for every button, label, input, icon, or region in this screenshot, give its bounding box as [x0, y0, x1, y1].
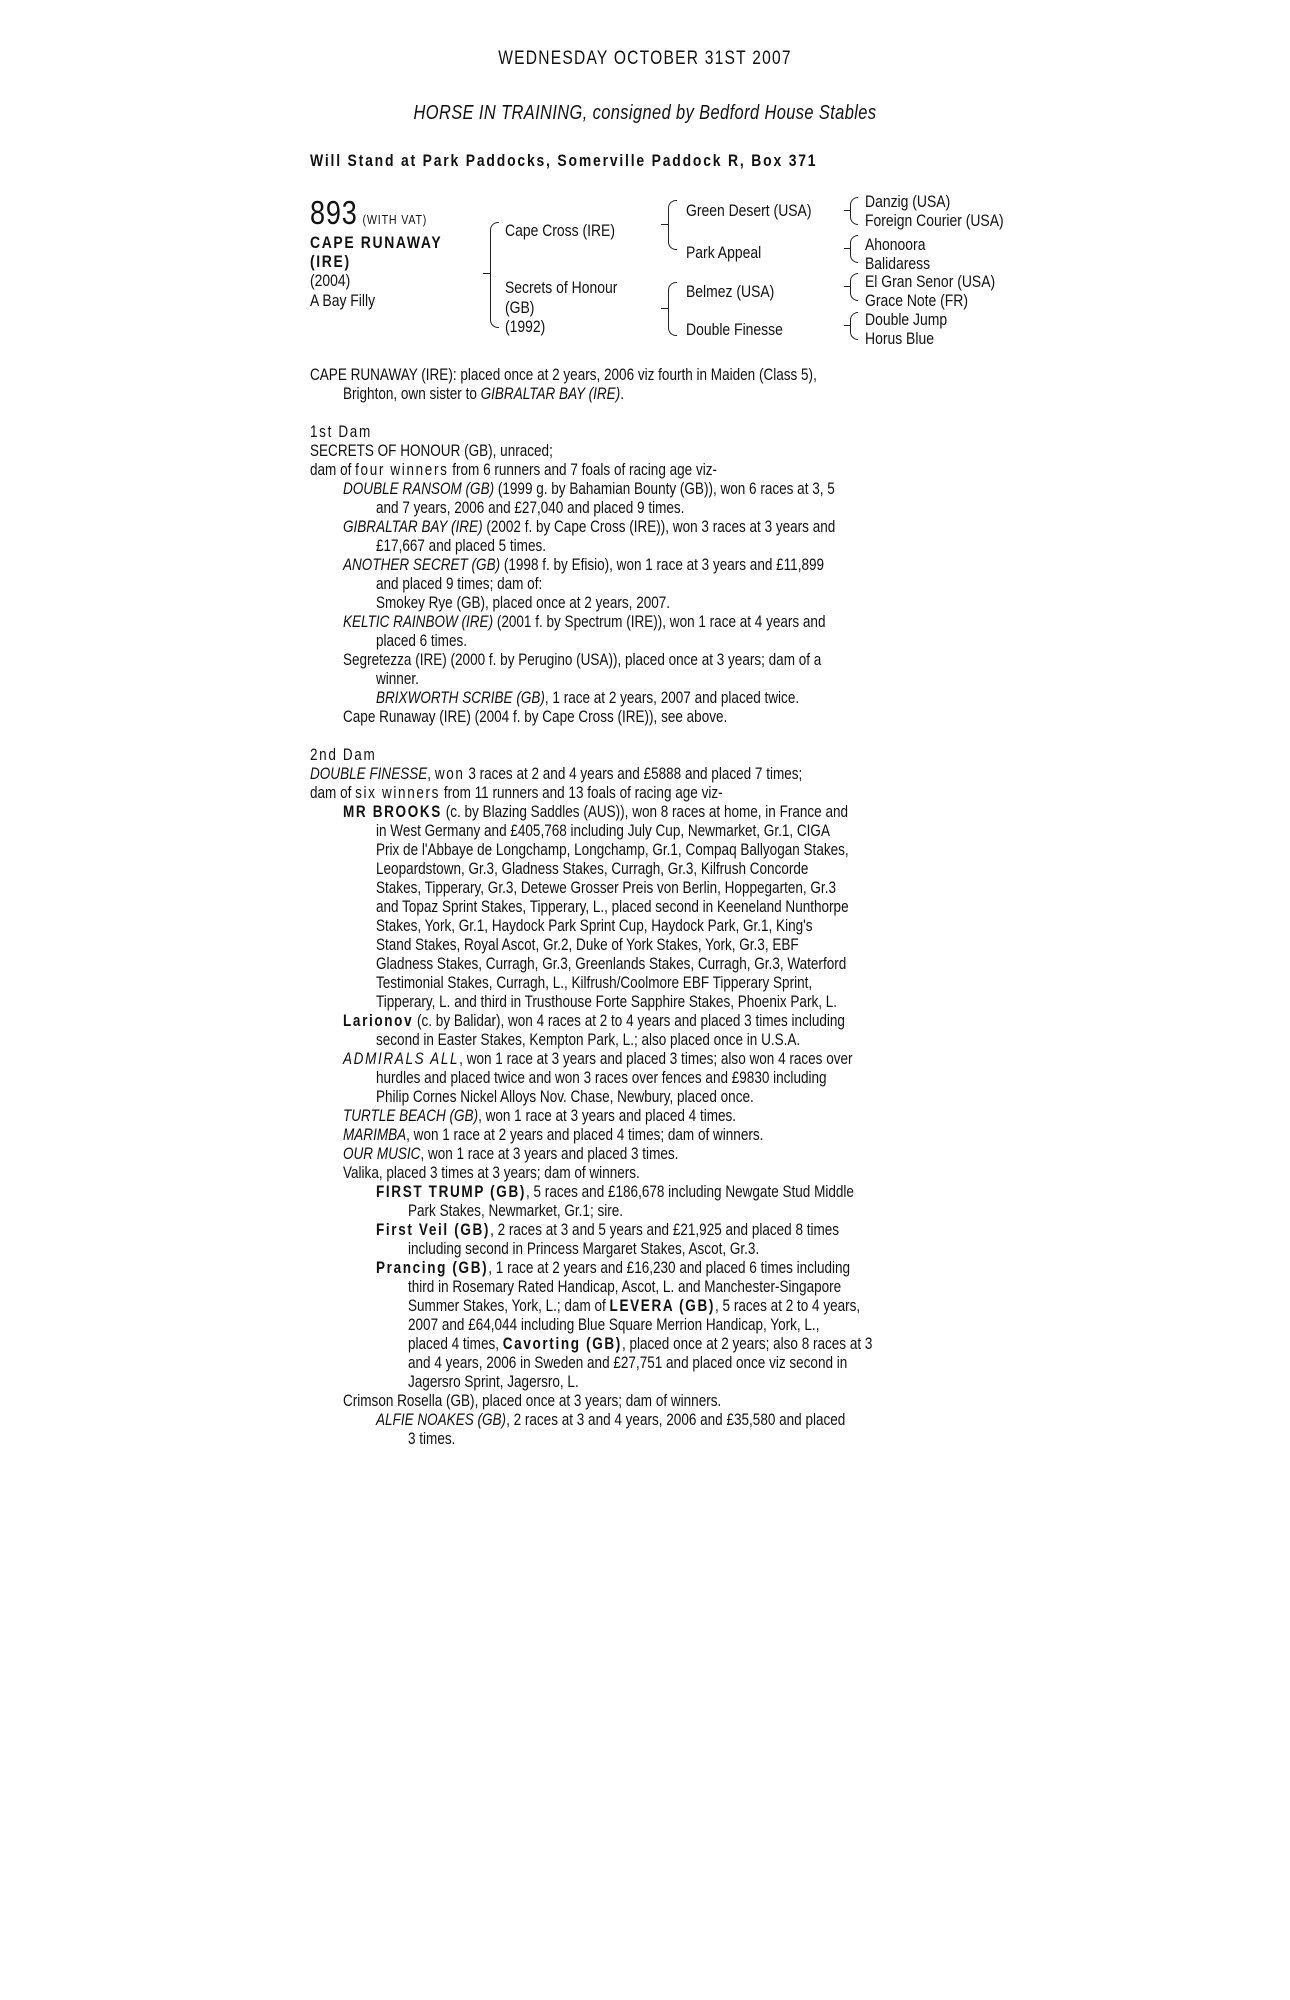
- lot-number: 893: [310, 194, 358, 231]
- produce-entry-cont: Stand Stakes, Royal Ascot, Gr.2, Duke of York Stakes, York, Gr.3, EBF: [376, 936, 799, 954]
- pedigree-brace-sire: [668, 200, 677, 250]
- produce-entry-cont: and 7 years, 2006 and £27,040 and placed 9 times.: [376, 499, 685, 517]
- produce-entry-cont: Gladness Stakes, Curragh, Gr.3, Greenlands Stakes, Curragh, Gr.3, Waterford: [376, 955, 847, 973]
- stand-location: Will Stand at Park Paddocks, Somerville Paddock R, Box 371: [310, 151, 818, 170]
- produce-entry-cont: Stakes, York, Gr.1, Haydock Park Sprint Cup, Haydock Park, Gr.1, King's: [376, 917, 813, 935]
- grandproduce-entry-cont: and 4 years, 2006 in Sweden and £27,751 and placed once viz second in: [408, 1354, 848, 1372]
- pedigree-brace-tick: [661, 308, 668, 309]
- produce-entry: ANOTHER SECRET (GB) (1998 f. by Efisio), won 1 race at 3 years and £11,899: [343, 556, 825, 574]
- produce-entry-cont: winner.: [376, 670, 419, 688]
- pedigree-g4: Balidaress: [865, 254, 931, 273]
- produce-entry-cont: and placed 9 times; dam of:: [376, 575, 543, 593]
- produce-entry: BRIXWORTH SCRIBE (GB), 1 race at 2 years, 2007 and placed twice.: [376, 689, 800, 707]
- produce-entry: TURTLE BEACH (GB), won 1 race at 3 years and placed 4 times.: [343, 1107, 737, 1125]
- pedigree-sire-dam: Park Appeal: [686, 243, 762, 262]
- second-dam-name: DOUBLE FINESSE, won 3 races at 2 and 4 years and £5888 and placed 7 times;: [310, 765, 803, 783]
- grandproduce-entry-cont: 2007 and £64,044 including Blue Square Merrion Handicap, York, L.,: [408, 1316, 820, 1334]
- produce-entry: Larionov (c. by Balidar), won 4 races at 2 to 4 years and placed 3 times including: [343, 1012, 845, 1030]
- pedigree-g5: El Gran Senor (USA): [865, 272, 996, 291]
- produce-entry-cont: Leopardstown, Gr.3, Gladness Stakes, Curragh, Gr.3, Kilfrush Concorde: [376, 860, 809, 878]
- pedigree-brace-tick: [483, 273, 490, 274]
- pedigree-brace-tick: [844, 248, 851, 249]
- grandproduce-entry: First Veil (GB), 2 races at 3 and 5 years and £21,925 and placed 8 times: [376, 1221, 840, 1239]
- pedigree-brace-g4: [850, 312, 858, 340]
- grandproduce-entry-cont: Summer Stakes, York, L.; dam of LEVERA (GB), 5 races at 2 to 4 years,: [408, 1297, 861, 1315]
- pedigree-sire-sire: Green Desert (USA): [686, 201, 812, 220]
- pedigree-sire: Cape Cross (IRE): [505, 221, 615, 240]
- horse-name: CAPE RUNAWAY: [310, 233, 443, 252]
- pedigree-brace-tick: [844, 210, 851, 211]
- produce-entry: GIBRALTAR BAY (IRE) (2002 f. by Cape Cross (IRE)), won 3 races at 3 years and: [343, 518, 836, 536]
- produce-entry: MARIMBA, won 1 race at 2 years and placed 4 times; dam of winners.: [343, 1126, 764, 1144]
- produce-entry: ADMIRALS ALL, won 1 race at 3 years and placed 3 times; also won 4 races over: [343, 1050, 853, 1068]
- grandproduce-entry: ALFIE NOAKES (GB), 2 races at 3 and 4 years, 2006 and £35,580 and placed: [376, 1411, 846, 1429]
- grandproduce-entry: FIRST TRUMP (GB), 5 races and £186,678 including Newgate Stud Middle: [376, 1183, 854, 1201]
- grandproduce-entry-cont: placed 4 times, Cavorting (GB), placed once at 2 years; also 8 races at 3: [408, 1335, 873, 1353]
- grandproduce-entry-cont: 3 times.: [408, 1430, 456, 1448]
- summary-line: Brighton, own sister to GIBRALTAR BAY (IRE).: [343, 385, 624, 403]
- pedigree-brace-tick: [661, 224, 668, 225]
- pedigree-brace-parents: [490, 222, 499, 328]
- pedigree-brace-g2: [850, 235, 858, 263]
- pedigree-dam-country: (GB): [505, 298, 535, 317]
- produce-entry-cont: £17,667 and placed 5 times.: [376, 537, 547, 555]
- foaling-year: (2004): [310, 271, 351, 290]
- produce-entry-cont: hurdles and placed twice and won 3 races over fences and £9830 including: [376, 1069, 827, 1087]
- produce-entry: Crimson Rosella (GB), placed once at 3 years; dam of winners.: [343, 1392, 722, 1410]
- produce-entry-cont: Philip Cornes Nickel Alloys Nov. Chase, Newbury, placed once.: [376, 1088, 754, 1106]
- produce-entry-cont: in West Germany and £405,768 including July Cup, Newmarket, Gr.1, CIGA: [376, 822, 830, 840]
- pedigree-g3: Ahonoora: [865, 235, 926, 254]
- horse-description: A Bay Filly: [310, 291, 376, 310]
- summary-line: CAPE RUNAWAY (IRE): placed once at 2 years, 2006 viz fourth in Maiden (Class 5),: [310, 366, 817, 384]
- grandproduce-entry: Prancing (GB), 1 race at 2 years and £16,230 and placed 6 times including: [376, 1259, 851, 1277]
- produce-entry-cont: Stakes, Tipperary, Gr.3, Detewe Grosser Preis von Berlin, Hoppegarten, Gr.3: [376, 879, 836, 897]
- produce-entry: Cape Runaway (IRE) (2004 f. by Cape Cross (IRE)), see above.: [343, 708, 728, 726]
- pedigree-brace-g3: [850, 273, 858, 301]
- produce-entry-cont: placed 6 times.: [376, 632, 468, 650]
- pedigree-g8: Horus Blue: [865, 329, 934, 348]
- pedigree-brace-tick: [844, 286, 851, 287]
- grandproduce-entry-cont: including second in Princess Margaret Stakes, Ascot, Gr.3.: [408, 1240, 760, 1258]
- pedigree-g6: Grace Note (FR): [865, 291, 969, 310]
- pedigree-dam-year: (1992): [505, 317, 546, 336]
- lot-category: HORSE IN TRAINING, consigned by Bedford House Stables: [413, 102, 877, 124]
- produce-entry: KELTIC RAINBOW (IRE) (2001 f. by Spectrum (IRE)), won 1 race at 4 years and: [343, 613, 826, 631]
- first-dam-intro: dam of four winners from 6 runners and 7 foals of racing age viz-: [310, 461, 717, 479]
- pedigree-g1: Danzig (USA): [865, 192, 951, 211]
- grandproduce-entry-cont: Jagersro Sprint, Jagersro, L.: [408, 1373, 579, 1391]
- horse-country: (IRE): [310, 252, 351, 271]
- sale-date: WEDNESDAY OCTOBER 31ST 2007: [498, 48, 792, 69]
- first-dam-name: SECRETS OF HONOUR (GB), unraced;: [310, 442, 553, 460]
- produce-entry: DOUBLE RANSOM (GB) (1999 g. by Bahamian Bounty (GB)), won 6 races at 3, 5: [343, 480, 835, 498]
- second-dam-heading: 2nd Dam: [310, 746, 377, 764]
- pedigree-dam-sire: Belmez (USA): [686, 282, 775, 301]
- pedigree-dam-dam: Double Finesse: [686, 320, 783, 339]
- produce-entry: Segretezza (IRE) (2000 f. by Perugino (USA)), placed once at 3 years; dam of a: [343, 651, 822, 669]
- pedigree-brace-tick: [844, 325, 851, 326]
- second-dam-intro: dam of six winners from 11 runners and 13 foals of racing age viz-: [310, 784, 723, 802]
- produce-entry-cont: Tipperary, L. and third in Trusthouse Forte Sapphire Stakes, Phoenix Park, L.: [376, 993, 838, 1011]
- produce-entry-cont: second in Easter Stakes, Kempton Park, L.; also placed once in U.S.A.: [376, 1031, 801, 1049]
- produce-entry-cont: and Topaz Sprint Stakes, Tipperary, L., placed second in Keeneland Nunthorpe: [376, 898, 849, 916]
- first-dam-heading: 1st Dam: [310, 423, 372, 441]
- vat-note: (WITH VAT): [362, 212, 428, 227]
- lot-number-block: [310, 194, 427, 232]
- produce-entry: MR BROOKS (c. by Blazing Saddles (AUS)), won 8 races at home, in France and: [343, 803, 849, 821]
- grandproduce-entry-cont: Park Stakes, Newmarket, Gr.1; sire.: [408, 1202, 624, 1220]
- pedigree-dam: Secrets of Honour: [505, 278, 618, 297]
- pedigree-g7: Double Jump: [865, 310, 948, 329]
- pedigree-brace-dam: [668, 282, 677, 336]
- produce-entry-cont: Testimonial Stakes, Curragh, L., Kilfrush/Coolmore EBF Tipperary Sprint,: [376, 974, 813, 992]
- produce-entry: Valika, placed 3 times at 3 years; dam of winners.: [343, 1164, 640, 1182]
- pedigree-g2: Foreign Courier (USA): [865, 211, 1004, 230]
- produce-entry-cont: Smokey Rye (GB), placed once at 2 years, 2007.: [376, 594, 671, 612]
- pedigree-brace-g1: [850, 197, 858, 225]
- produce-entry: OUR MUSIC, won 1 race at 3 years and placed 3 times.: [343, 1145, 679, 1163]
- produce-entry-cont: Prix de l'Abbaye de Longchamp, Longchamp, Gr.1, Compaq Ballyogan Stakes,: [376, 841, 849, 859]
- grandproduce-entry-cont: third in Rosemary Rated Handicap, Ascot, L. and Manchester-Singapore: [408, 1278, 842, 1296]
